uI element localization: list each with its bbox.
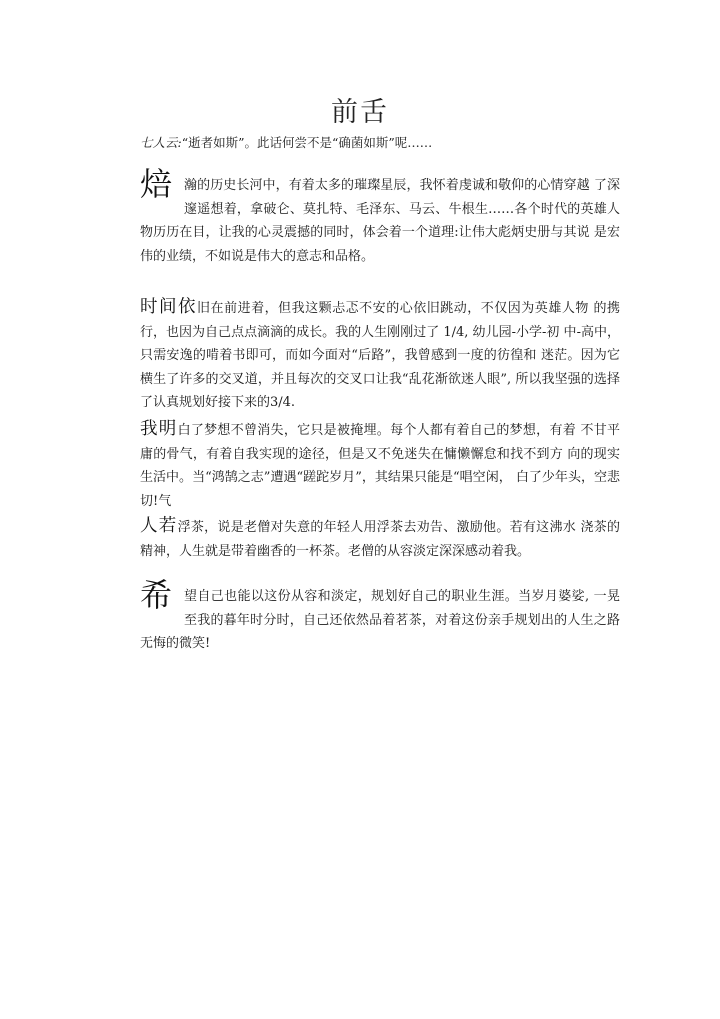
paragraph-4 [140, 515, 620, 563]
paragraph-1 [140, 165, 620, 268]
dropcap-5: 希 [140, 576, 173, 614]
paragraph-2 [140, 296, 620, 415]
paragraph-3 [140, 418, 620, 513]
paragraph-3-lead: 我明 [140, 419, 178, 439]
paragraph-1-text: 瀚的历史长河中，有着太多的璀璨星辰，我怀着虔诚和敬仰的心情穿越 了深邃遥想着，拿破仑、莫扎特、毛泽东、马云、牛根生……各个时代的英雄人 物历历在目，让我的心灵震撼的同时，体会着一个道理:让伟大彪炳史册与其说 是宏伟的业绩，不如说是伟大的意志和品格。 [140, 178, 620, 264]
page-title: 前舌 [331, 97, 389, 128]
paragraph-5 [140, 576, 620, 656]
paragraph-5-text: 望自己也能以这份从容和淡定，规划好自己的职业生涯。当岁月婆娑, 一晃至我的暮年时分时，自己还依然品着茗茶，对着这份亲手规划出的人生之路 无悔的微笑! [140, 589, 620, 651]
epigraph [140, 134, 620, 152]
paragraph-2-text: 旧在前进着，但我这颗忐忑不安的心依旧跳动，不仅因为英雄人物 的携行，也因为自己点点滴滴的成长。我的人生刚刚过了 1/4, 幼儿园-小学-初 中-高中，只需安逸的啃着书即可，而如今面对“后路”，我曾感到一度的彷徨和 迷茫。因为它横生了许多的交叉道，并且每次的交叉口让我“乱花渐欲迷人眼”, 所以我坚强的选择了认真规划好接下来的3/4. [140, 301, 621, 410]
paragraph-4-lead: 人若 [140, 516, 178, 536]
epigraph-lead: 七人云: [140, 135, 182, 150]
dropcap-1: 焙 [140, 165, 173, 203]
paragraph-4-text: 浮茶，说是老僧对失意的年轻人用浮茶去劝告、激励他。若有这沸水 浇茶的精神，人生就是带着幽香的一杯茶。老僧的从容淡定深深感动着我。 [140, 520, 621, 559]
paragraph-2-lead: 时间依 [140, 297, 198, 317]
paragraph-3-text: 白了梦想不曾消失，它只是被掩埋。每个人都有着自己的梦想，有着 不甘平庸的骨气，有着自我实现的途径，但是又不免迷失在慵懒懈怠和找不到方 向的现实生活中。当“鸿鹄之志”遭遇“蹉跎岁月”，其结果只能是“唱空闲， 白了少年头，空悲切!气 [140, 423, 621, 509]
epigraph-text: “逝者如斯”。此话何尝不是“确菌如斯”呢…… [181, 135, 433, 150]
